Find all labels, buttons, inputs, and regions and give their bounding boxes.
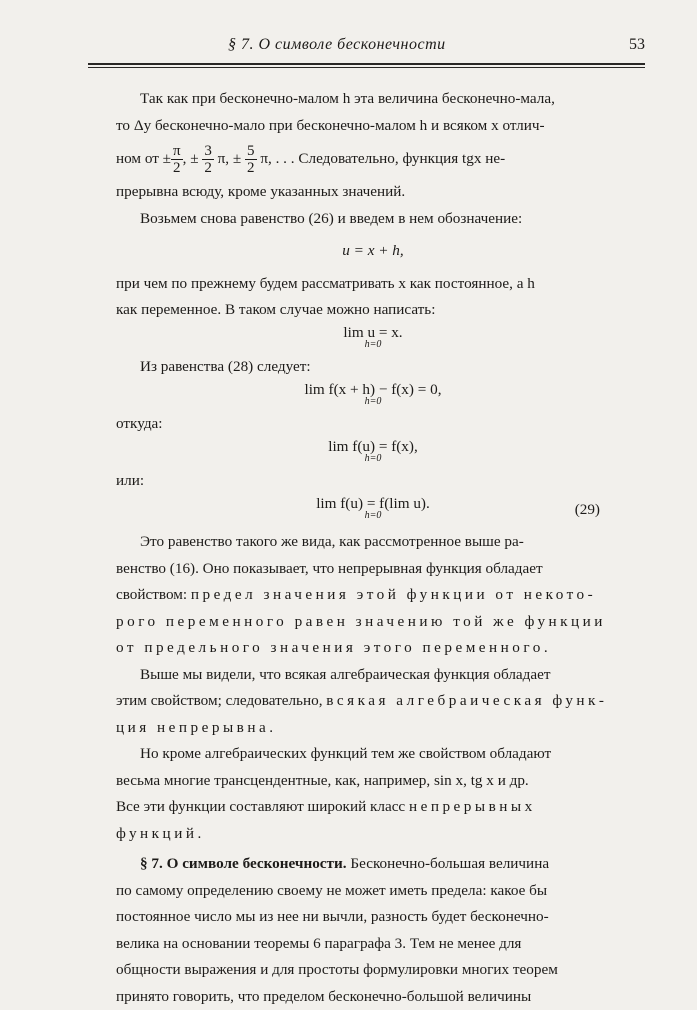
- text-line: откуда:: [116, 411, 630, 438]
- text-line: по самому определению своему не может иметь предела: какое бы: [116, 878, 630, 905]
- fraction: $\frac{3}{2}$: [202, 143, 214, 176]
- equation-limit: lim u = x. h=0: [116, 326, 630, 353]
- text-line: то Δy бесконечно-мало при бесконечно-малом h и всяком x отлич-: [116, 113, 630, 140]
- fraction: $\frac{\pi}{2}$: [171, 143, 183, 176]
- text-line-spaced: рого переменного равен значению той же функции: [116, 609, 630, 636]
- section-title: § 7. О символе бесконечности.: [140, 855, 347, 872]
- text-line: как переменное. В таком случае можно написать:: [116, 297, 630, 324]
- text-line: принято говорить, что пределом бесконечно-большой величины: [116, 984, 630, 1010]
- text-line: при чем по прежнему будем рассматривать x как постоянное, а h: [116, 271, 630, 298]
- text-line: или:: [116, 468, 630, 495]
- running-header: [88, 36, 645, 60]
- text-line: постоянное число мы из нее ни вычли, разность будет бесконечно-: [116, 904, 630, 931]
- equation-limit: lim f(u) = f(x), h=0: [116, 440, 630, 467]
- text-line: Но кроме алгебраических функций тем же свойством обладают: [116, 741, 630, 768]
- text-line: Так как при бесконечно-малом h эта величина бесконечно-мала,: [116, 86, 630, 113]
- text-line: Выше мы видели, что всякая алгебраическая функция обладает: [116, 662, 630, 689]
- header-rule-thin: [88, 67, 645, 68]
- text-line: Из равенства (28) следует:: [116, 354, 630, 381]
- text-line: общности выражения и для простоты формулировки многих теорем: [116, 957, 630, 984]
- text-line: Все эти функции составляют широкий класс непрерывных: [116, 794, 630, 821]
- fraction: $\frac{5}{2}$: [245, 143, 257, 176]
- text-line: Возьмем снова равенство (26) и введем в нем обозначение:: [116, 206, 630, 233]
- text-line: венство (16). Оно показывает, что непрерывная функция обладает: [116, 556, 630, 583]
- text-line-spaced: ция непрерывна.: [116, 715, 630, 742]
- page-number: 53: [629, 36, 645, 54]
- section-start: § 7. О символе бесконечности. Бесконечно-большая величина: [116, 851, 630, 878]
- text-line: весьма многие трансцендентные, как, например, sin x, tg x и др.: [116, 768, 630, 795]
- equation-number: (29): [575, 497, 600, 524]
- text-line-fractions: ном от ± $\frac{\pi}{2}$ , ± $\frac{3}{2}$ π, ± $\frac{5}{2}$ π, . . . Следовательно, функция tgx не-: [116, 139, 630, 179]
- text-line: Это равенство такого же вида, как рассмотренное выше ра-: [116, 529, 630, 556]
- text-line: этим свойством; следовательно, всякая алгебраическая функ-: [116, 688, 630, 715]
- equation-limit: lim f(x + h) − f(x) = 0, h=0: [116, 383, 630, 410]
- text-line: свойством: предел значения этой функции от некото-: [116, 582, 630, 609]
- header-rule: [88, 63, 645, 65]
- text-line: велика на основании теоремы 6 параграфа 3. Тем не менее для: [116, 931, 630, 958]
- text-line: прерывна всюду, кроме указанных значений.: [116, 179, 630, 206]
- text-line-spaced: от предельного значения этого переменного.: [116, 635, 630, 662]
- equation: u = x + h,: [116, 238, 630, 265]
- text-line-spaced: функций.: [116, 821, 630, 848]
- equation-29: lim f(u) = f(lim u). h=0 (29): [116, 497, 630, 524]
- body-text: [116, 86, 630, 1010]
- running-title: § 7. О символе бесконечности: [228, 36, 446, 54]
